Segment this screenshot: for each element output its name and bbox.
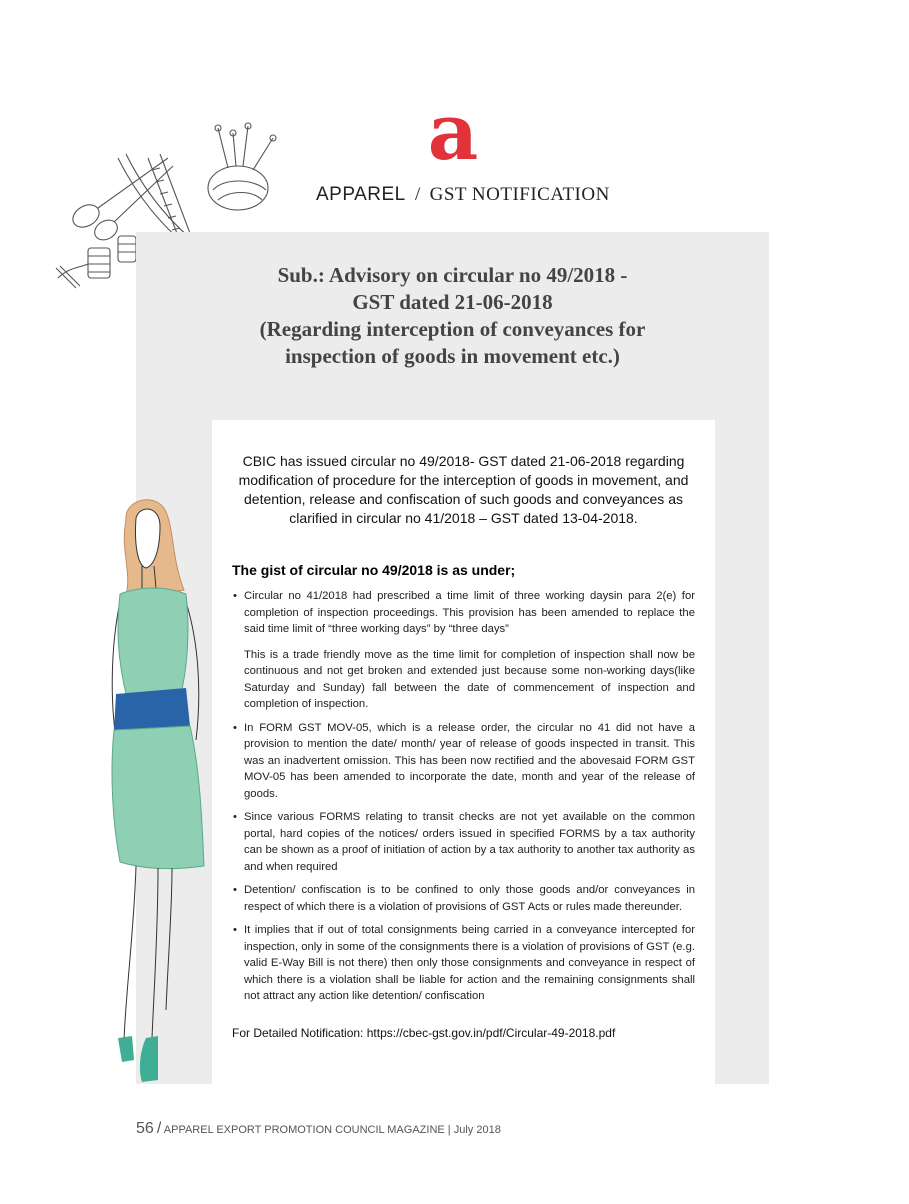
title-line: Sub.: Advisory on circular no 49/2018 -	[277, 263, 628, 287]
magazine-logo	[418, 87, 488, 180]
bullet-text: It implies that if out of total consignments being carried in a conveyance intercepted for inspection, only in some of the consignments there is a violation of provisions of GST (e.g. valid E-Way Bill is not there) then only those consignments and conveyance in respect of which there is a violation shall be liable for action and the remaining consignments shall not attract any action like detention/ confiscation	[244, 924, 695, 1002]
intro-paragraph: CBIC has issued circular no 49/2018- GST dated 21-06-2018 regarding modification of procedure for the interception of goods in movement, and detention, release and confiscation of such goods and conveyances as clarified in circular no 41/2018 – GST dated 13-04-2018.	[238, 453, 689, 526]
page-footer	[136, 1120, 501, 1138]
bullet-dot: •	[233, 811, 237, 823]
section-subcategory: GST NOTIFICATION	[429, 184, 610, 205]
bullet-text: Detention/ confiscation is to be confined to only those goods and/or conveyances in respect of which there is a violation of provisions of GST Acts or rules made thereunder.	[244, 884, 695, 913]
magazine-name: APPAREL EXPORT PROMOTION COUNCIL MAGAZINE	[163, 1124, 445, 1136]
detailed-notification-link[interactable]: For Detailed Notification: https://cbec-gst.gov.in/pdf/Circular-49-2018.pdf	[232, 1026, 616, 1040]
fashion-figure-icon	[96, 490, 226, 1090]
issue-date: July 2018	[453, 1124, 501, 1136]
bullet-text: Since various FORMS relating to transit checks are not yet available on the common portal, hard copies of the notices/ orders issued in specified FORMS by a tax authority can be shown as a proof of initiation of action by a tax authority to another tax authority as and when required	[244, 811, 695, 873]
bullet-dot: •	[233, 924, 237, 936]
page-number: 56	[136, 1120, 154, 1137]
list-item	[232, 588, 695, 713]
section-header	[316, 184, 610, 206]
footer-slash: /	[156, 1120, 162, 1137]
article-title	[136, 262, 769, 370]
title-line: (Regarding interception of conveyances for	[259, 317, 646, 341]
bullet-text: In FORM GST MOV-05, which is a release order, the circular no 41 did not have a provision to mention the date/ month/ year of release of goods inspected in transit. This was an inadvertent omission. This has been now rectified and the abovesaid FORM GST MOV-05 has been amended to incorporate the date, month and year of the release of goods.	[244, 721, 695, 800]
bullet-followup: This is a trade friendly move as the time limit for completion of inspection shall now be continuous and not get broken and extended just because some non-working days(like Saturday and Sunday) fall between the date of commencement of inspection and completion of inspection.	[244, 648, 695, 710]
title-line: inspection of goods in movement etc.)	[285, 344, 620, 368]
gist-heading: The gist of circular no 49/2018 is as under;	[232, 562, 516, 578]
list-item	[232, 809, 695, 875]
footer-divider: |	[447, 1124, 451, 1136]
logo-letter: a	[427, 87, 479, 178]
list-item	[232, 882, 695, 915]
bullet-dot: •	[233, 590, 237, 602]
list-item	[232, 922, 695, 1005]
title-line: GST dated 21-06-2018	[352, 290, 553, 314]
section-separator: /	[415, 184, 421, 205]
bullet-list	[232, 588, 695, 1012]
section-category: APPAREL	[316, 184, 406, 205]
bullet-dot: •	[233, 721, 237, 734]
list-item	[232, 720, 695, 803]
bullet-text: Circular no 41/2018 had prescribed a time limit of three working daysin para 2(e) for completion of inspection proceedings. This provision has been amended to replace the said time limit of “three working days” by “three days”	[244, 590, 695, 635]
bullet-dot: •	[233, 884, 237, 896]
